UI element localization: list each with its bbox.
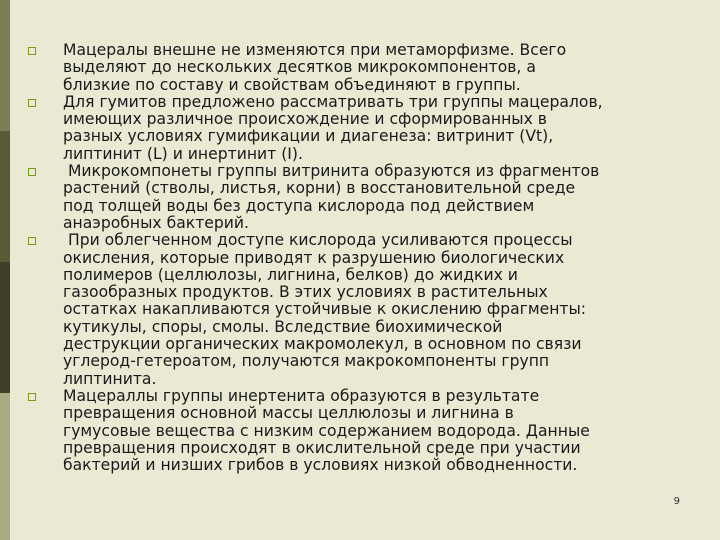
square-bullet-icon xyxy=(28,168,36,176)
square-bullet-icon xyxy=(28,47,36,55)
square-bullet-icon xyxy=(28,393,36,401)
bullet-text: Мацералы внешне не изменяются при метаморфизме. Всего выделяют до нескольких десятков микрокомпонентов, а близкие по составу и свойствам объединяют в группы. xyxy=(63,41,567,94)
bullet-item xyxy=(28,163,688,232)
sidebar-segment xyxy=(0,262,10,393)
bullet-text: Микрокомпонеты группы витринита образуются из фрагментов растений (стволы, листья, корни) в восстановительной среде под толщей воды без доступа кислорода под действием анаэробных бактерий. xyxy=(63,162,600,232)
sidebar-stripe xyxy=(0,0,10,540)
bullet-item xyxy=(28,232,688,388)
slide-content xyxy=(28,42,688,474)
square-bullet-icon xyxy=(28,237,36,245)
page-number: 9 xyxy=(673,496,680,507)
bullet-text: Для гумитов предложено рассматривать три группы мацералов, имеющих различное происхождение и сформированных в разных условиях гумификации и диагенеза: витринит (Vt), липтинит (L) и инертинит (I). xyxy=(63,92,603,163)
square-bullet-icon xyxy=(28,99,36,107)
sidebar-segment xyxy=(0,0,10,131)
bullet-item xyxy=(28,388,688,474)
sidebar-segment xyxy=(0,393,10,540)
bullet-text: При облегченном доступе кислорода усиливаются процессы окисления, которые приводят к разрушению биологических полимеров (целлюлозы, лигнина, белков) до жидких и газообразных продуктов. В этих условиях в растительных остатках накапливаются устойчивые к окислению фрагменты: кутикулы, споры, смолы. Вследствие биохимической деструкции органических макромолекул, в основном по связи углерод-гетероатом, получаются макрокомпоненты групп липтинита. xyxy=(63,231,587,388)
bullet-item xyxy=(28,94,688,163)
bullet-text: Мацераллы группы инертенита образуются в результате превращения основной массы целлюлозы и лигнина в гумусовые вещества с низким содержанием водорода. Данные превращения происходят в окислительной среде при участии бактерий и низших грибов в условиях низкой обводненности. xyxy=(63,386,590,475)
bullet-item xyxy=(28,42,688,94)
sidebar-segment xyxy=(0,131,10,262)
